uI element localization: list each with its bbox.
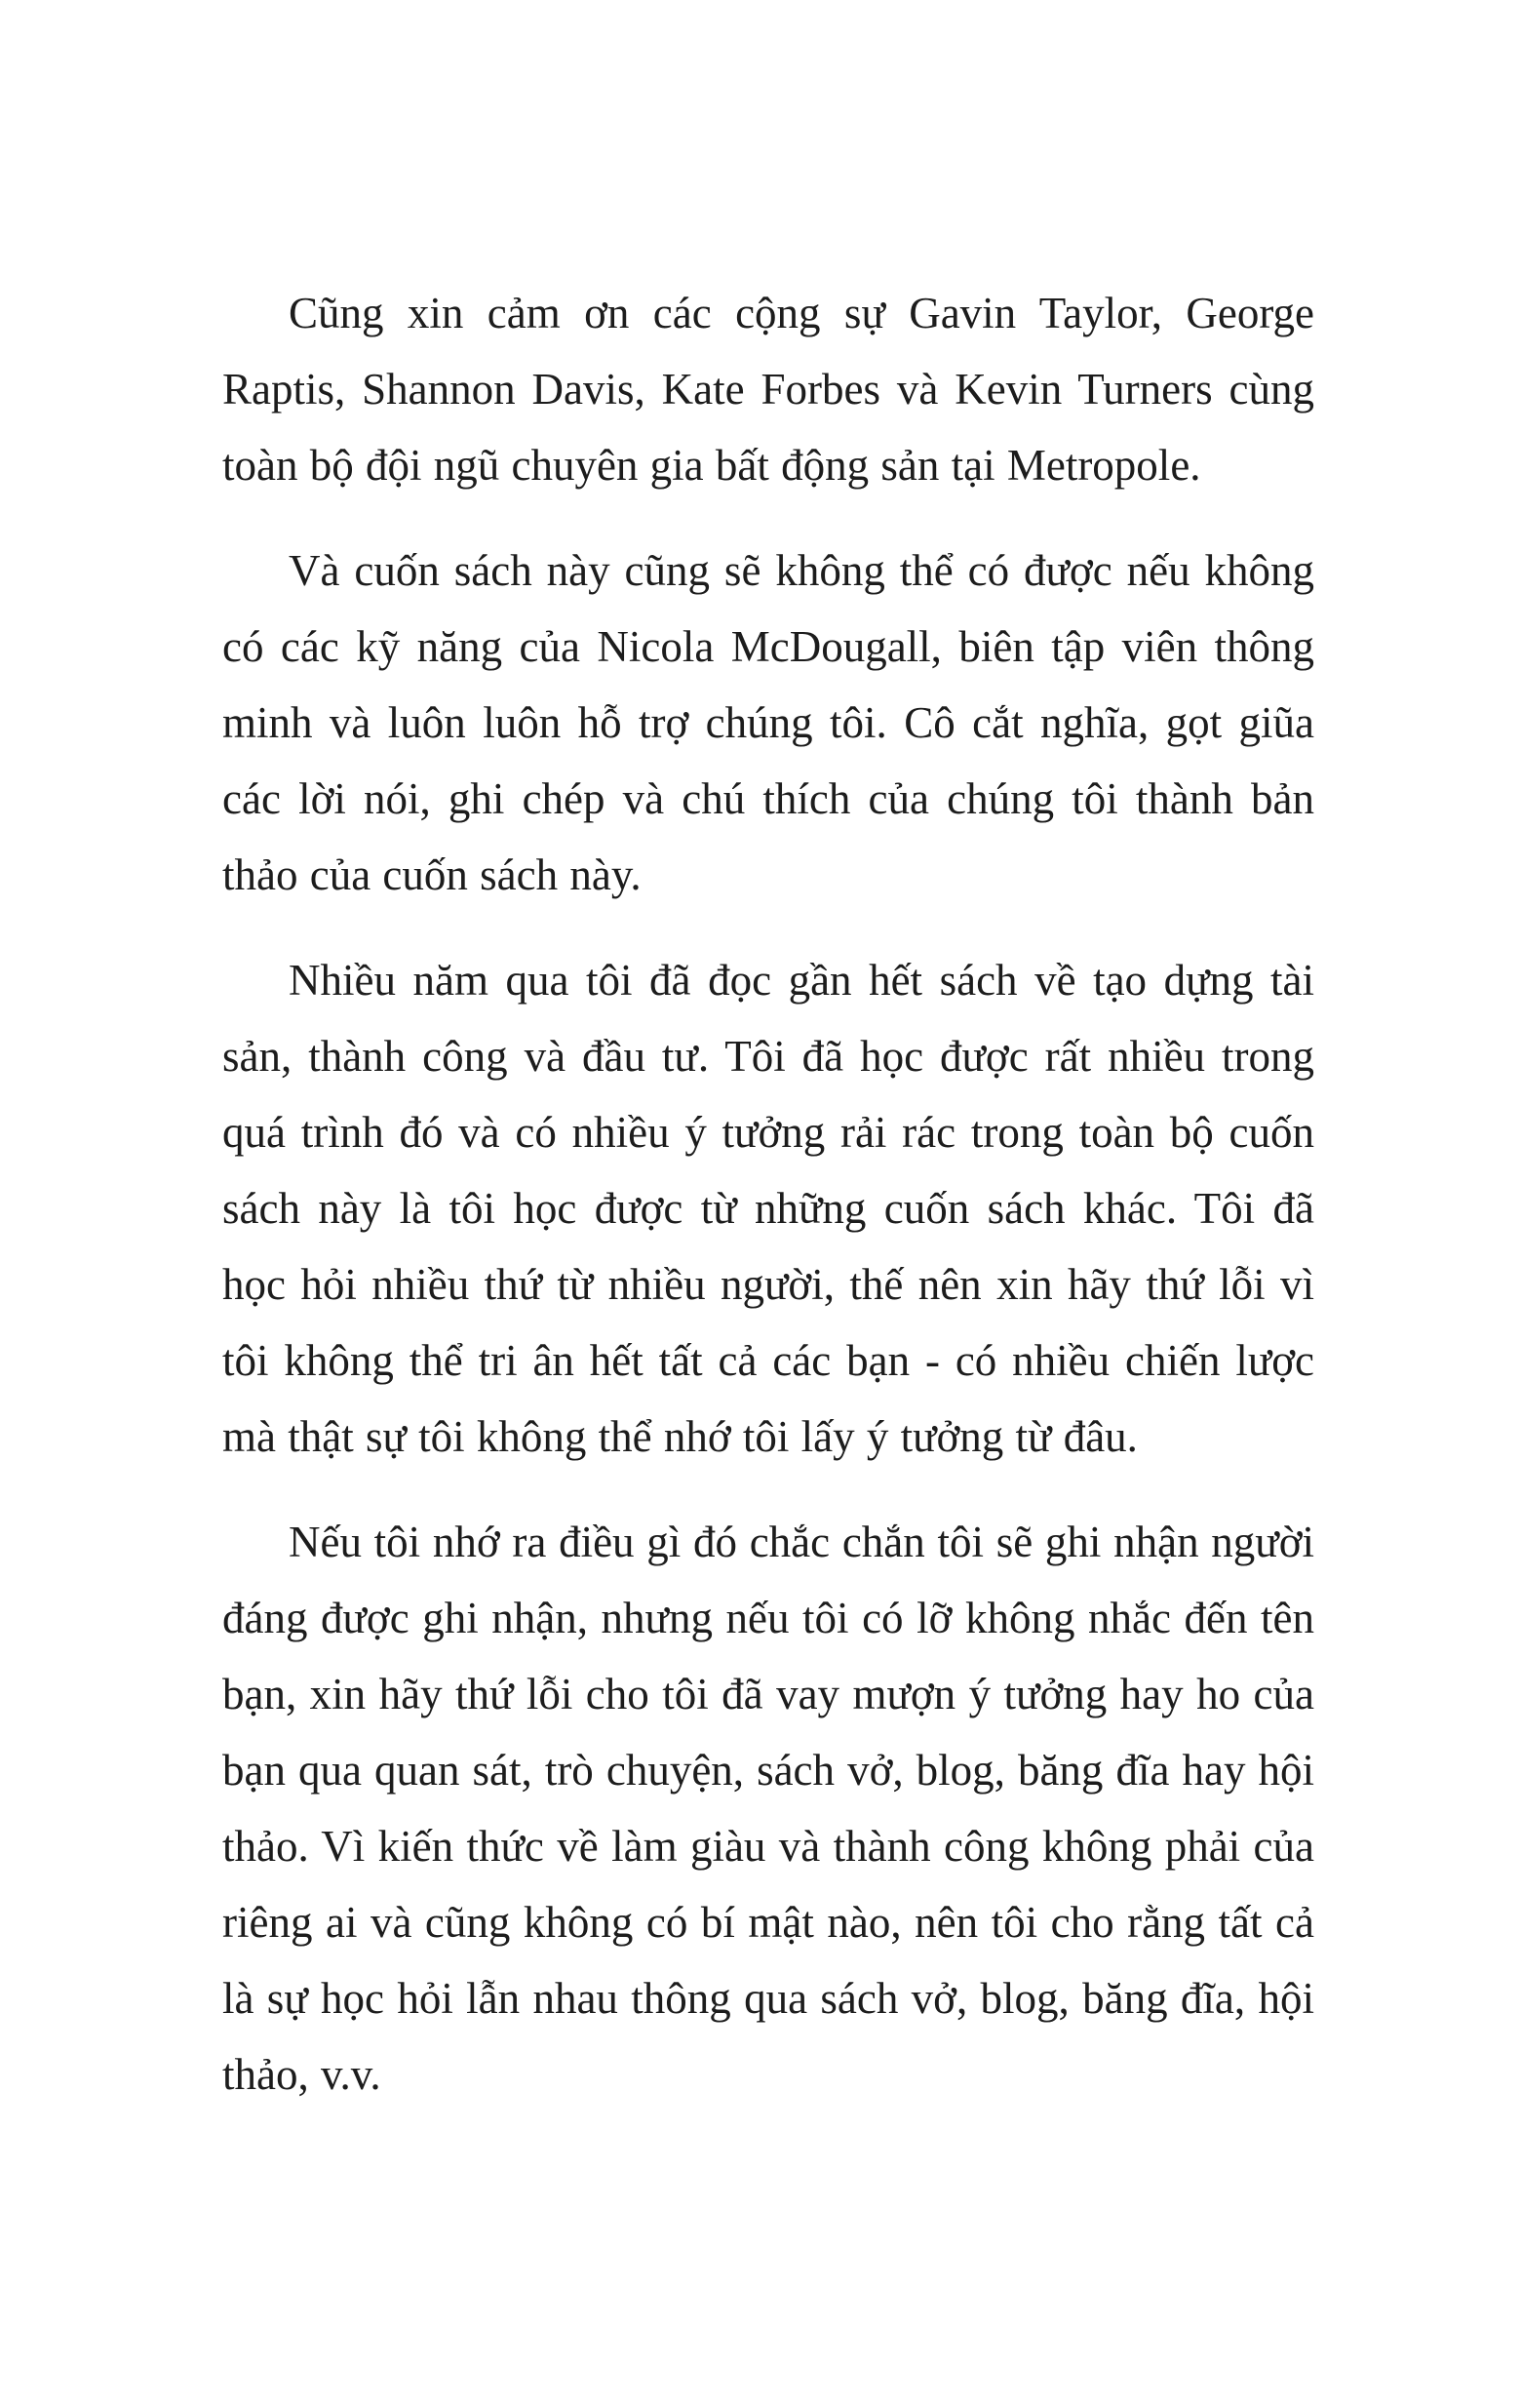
paragraph-apology-credit: Nếu tôi nhớ ra điều gì đó chắc chắn tôi sẽ ghi nhận người đáng được ghi nhận, nhưng nếu tôi có lỡ không nhắc đến tên bạn, xin hãy thứ lỗi cho tôi đã vay mượn ý tưởng hay ho của bạn qua quan sát, trò chuyện, sách vở, blog, băng đĩa hay hội thảo. Vì kiến thức về làm giàu và thành công không phải của riêng ai và cũng không có bí mật nào, nên tôi cho rằng tất cả là sự học hỏi lẫn nhau thông qua sách vở, blog, băng đĩa, hội thảo, v.v. [222, 1518, 1314, 2099]
paragraph-acknowledgement-editor: Và cuốn sách này cũng sẽ không thể có được nếu không có các kỹ năng của Nicola McDougall, biên tập viên thông minh và luôn luôn hỗ trợ chúng tôi. Cô cắt nghĩa, gọt giũa các lời nói, ghi chép và chú thích của chúng tôi thành bản thảo của cuốn sách này. [222, 546, 1314, 899]
paragraph-acknowledgement-colleagues: Cũng xin cảm ơn các cộng sự Gavin Taylor, George Raptis, Shannon Davis, Kate Forbes và Kevin Turners cùng toàn bộ đội ngũ chuyên gia bất động sản tại Metropole. [222, 289, 1314, 490]
paragraph-learning-sources: Nhiều năm qua tôi đã đọc gần hết sách về tạo dựng tài sản, thành công và đầu tư. Tôi đã học được rất nhiều trong quá trình đó và có nhiều ý tưởng rải rác trong toàn bộ cuốn sách này là tôi học được từ những cuốn sách khác. Tôi đã học hỏi nhiều thứ từ nhiều người, thế nên xin hãy thứ lỗi vì tôi không thể tri ân hết tất cả các bạn - có nhiều chiến lược mà thật sự tôi không thể nhớ tôi lấy ý tưởng từ đâu. [222, 956, 1314, 1461]
book-page [222, 275, 1314, 2142]
